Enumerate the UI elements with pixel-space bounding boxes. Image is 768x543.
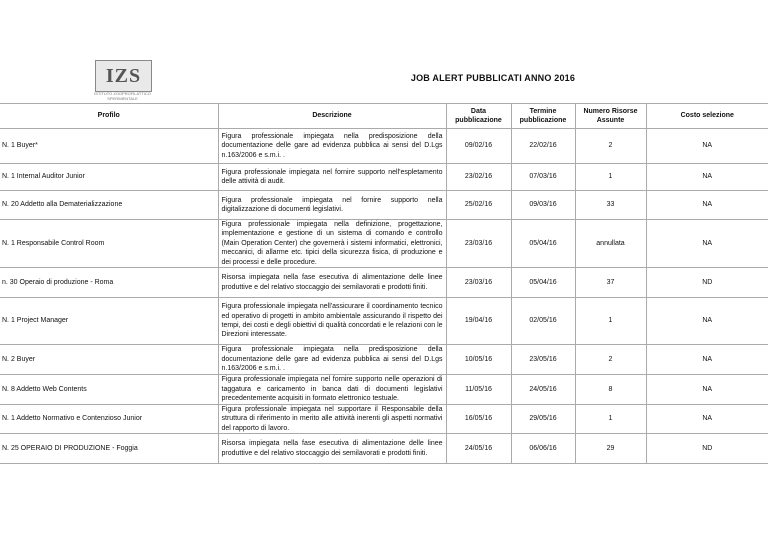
cell-descrizione: Figura professionale impiegata nel supportare il Responsabile della struttura di riferimento in merito alle attività inerenti gli aspetti normativi del rapporto di lavoro.: [218, 405, 446, 434]
cell-profilo: N. 25 OPERAIO DI PRODUZIONE - Foggia: [0, 434, 218, 464]
table-row: [0, 220, 768, 268]
header-costo-selezione: Costo selezione: [646, 104, 768, 129]
page-title: JOB ALERT PUBBLICATI ANNO 2016: [410, 73, 576, 83]
cell-numero-risorse: 1: [575, 164, 646, 191]
cell-data-pubblicazione: 23/02/16: [446, 164, 511, 191]
cell-profilo: N. 1 Addetto Normativo e Contenzioso Junior: [0, 405, 218, 434]
cell-costo-selezione: ND: [646, 434, 768, 464]
cell-descrizione: Risorsa impiegata nella fase esecutiva di alimentazione delle linee produttive e del relativo stoccaggio dei semilavorati e prodotti finiti.: [218, 268, 446, 298]
cell-data-pubblicazione: 25/02/16: [446, 191, 511, 220]
table-row: [0, 191, 768, 220]
cell-numero-risorse: 8: [575, 375, 646, 405]
table-header-row: [0, 104, 768, 129]
cell-data-pubblicazione: 24/05/16: [446, 434, 511, 464]
cell-numero-risorse: 1: [575, 298, 646, 345]
cell-descrizione: Figura professionale impiegata nell'assicurare il coordinamento tecnico ed operativo di progetti in ambito ambientale assicurando il rispetto dei tempi, dei costi e degli obiettivi di qualità concordati e le relazioni con le Direzioni interessate.: [218, 298, 446, 345]
cell-termine-pubblicazione: 02/05/16: [511, 298, 575, 345]
cell-numero-risorse: 1: [575, 405, 646, 434]
cell-profilo: N. 1 Internal Auditor Junior: [0, 164, 218, 191]
cell-termine-pubblicazione: 23/05/16: [511, 345, 575, 375]
cell-data-pubblicazione: 10/05/16: [446, 345, 511, 375]
cell-costo-selezione: NA: [646, 298, 768, 345]
header-termine-pubblicazione: Termine pubblicazione: [511, 104, 575, 129]
cell-termine-pubblicazione: 29/05/16: [511, 405, 575, 434]
logo-mark: IZS: [95, 60, 152, 92]
table-row: [0, 345, 768, 375]
cell-numero-risorse: 33: [575, 191, 646, 220]
cell-data-pubblicazione: 23/03/16: [446, 268, 511, 298]
cell-numero-risorse: 37: [575, 268, 646, 298]
cell-data-pubblicazione: 09/02/16: [446, 129, 511, 164]
table-row: [0, 268, 768, 298]
cell-numero-risorse: 2: [575, 129, 646, 164]
cell-numero-risorse: 2: [575, 345, 646, 375]
cell-termine-pubblicazione: 22/02/16: [511, 129, 575, 164]
cell-costo-selezione: NA: [646, 164, 768, 191]
cell-termine-pubblicazione: 24/05/16: [511, 375, 575, 405]
header-data-pubblicazione: Data pubblicazione: [446, 104, 511, 129]
table-row: [0, 129, 768, 164]
header-numero-risorse: Numero Risorse Assunte: [575, 104, 646, 129]
company-logo: [85, 60, 160, 106]
logo-subtitle: ISTITUTO ZOOPROFILATTICO SPERIMENTALE: [94, 91, 151, 101]
cell-descrizione: Risorsa impiegata nella fase esecutiva di alimentazione delle linee produttive e del relativo stoccaggio dei semilavorati e prodotti finiti.: [218, 434, 446, 464]
cell-costo-selezione: NA: [646, 191, 768, 220]
cell-profilo: N. 1 Buyer*: [0, 129, 218, 164]
cell-descrizione: Figura professionale impiegata nel fornire supporto nelle operazioni di taggatura e caricamento in banca dati di documenti legislativi precedentemente acquisiti in formato elettronico testuale.: [218, 375, 446, 405]
cell-profilo: n. 30 Operaio di produzione - Roma: [0, 268, 218, 298]
cell-data-pubblicazione: 23/03/16: [446, 220, 511, 268]
cell-descrizione: Figura professionale impiegata nella predisposizione della documentazione delle gare ad evidenza pubblica ai sensi del D.Lgs n.163/2006 e s.m.i. .: [218, 345, 446, 375]
cell-termine-pubblicazione: 09/03/16: [511, 191, 575, 220]
table-row: [0, 298, 768, 345]
cell-profilo: N. 1 Responsabile Control Room: [0, 220, 218, 268]
table-row: [0, 164, 768, 191]
table-row: [0, 375, 768, 405]
cell-data-pubblicazione: 16/05/16: [446, 405, 511, 434]
cell-termine-pubblicazione: 07/03/16: [511, 164, 575, 191]
header-profilo: Profilo: [0, 104, 218, 129]
table-row: [0, 434, 768, 464]
cell-termine-pubblicazione: 05/04/16: [511, 220, 575, 268]
cell-costo-selezione: NA: [646, 220, 768, 268]
cell-profilo: N. 2 Buyer: [0, 345, 218, 375]
cell-profilo: N. 20 Addetto alla Dematerializzazione: [0, 191, 218, 220]
cell-costo-selezione: NA: [646, 375, 768, 405]
cell-numero-risorse: annullata: [575, 220, 646, 268]
cell-costo-selezione: NA: [646, 405, 768, 434]
header-descrizione: Descrizione: [218, 104, 446, 129]
cell-costo-selezione: NA: [646, 345, 768, 375]
cell-numero-risorse: 29: [575, 434, 646, 464]
cell-costo-selezione: ND: [646, 268, 768, 298]
cell-descrizione: Figura professionale impiegata nella definizione, progettazione, implementazione e gestione di un sistema di comando e controllo (Main Operation Center) che governerà i sistemi informatici, elettronici, meccanici, di allarme etc. tipici della sicurezza fisica, di produzione e dei processi e delle procedure.: [218, 220, 446, 268]
cell-costo-selezione: NA: [646, 129, 768, 164]
cell-termine-pubblicazione: 06/06/16: [511, 434, 575, 464]
cell-profilo: N. 1 Project Manager: [0, 298, 218, 345]
cell-data-pubblicazione: 19/04/16: [446, 298, 511, 345]
cell-descrizione: Figura professionale impiegata nella predisposizione della documentazione delle gare ad evidenza pubblica ai sensi del D.Lgs n.163/2006 e s.m.i. .: [218, 129, 446, 164]
cell-descrizione: Figura professionale impiegata nel fornire supporto nella digitalizzazione di documenti legislativi.: [218, 191, 446, 220]
table-row: [0, 405, 768, 434]
cell-descrizione: Figura professionale impiegata nel fornire supporto nell'espletamento delle attività di audit.: [218, 164, 446, 191]
cell-data-pubblicazione: 11/05/16: [446, 375, 511, 405]
job-alert-table: [0, 103, 768, 464]
cell-profilo: N. 8 Addetto Web Contents: [0, 375, 218, 405]
cell-termine-pubblicazione: 05/04/16: [511, 268, 575, 298]
